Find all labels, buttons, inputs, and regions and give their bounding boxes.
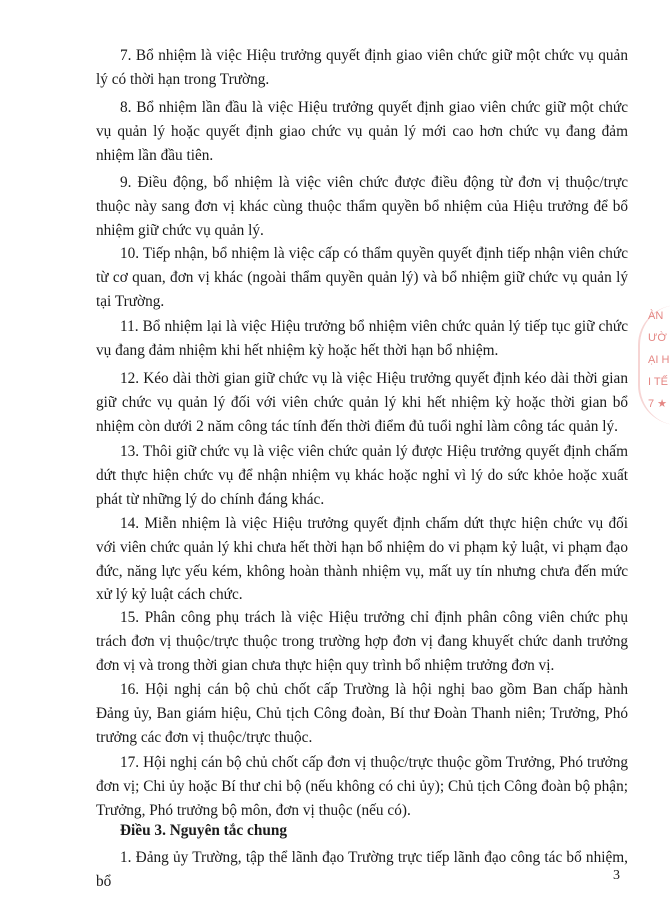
stamp-text: ÀN [648, 310, 664, 322]
paragraph-9: 9. Điều động, bổ nhiệm là việc viên chức được điều động từ đơn vị thuộc/trực thuộc này sang đơn vị khác cùng thuộc thẩm quyền bổ nhiệm của Hiệu trưởng để bổ nhiệm giữ chức vụ quản lý. [96, 174, 628, 239]
paragraph-article3-1: 1. Đảng ủy Trường, tập thể lãnh đạo Trường trực tiếp lãnh đạo công tác bổ nhiệm, bổ [96, 849, 628, 890]
paragraph-8: 8. Bổ nhiệm lần đầu là việc Hiệu trưởng quyết định giao viên chức giữ một chức vụ quản lý hoặc quyết định giao chức vụ quản lý mới cao hơn chức vụ đang đảm nhiệm lần đầu tiên. [96, 99, 628, 164]
paragraph-15: 15. Phân công phụ trách là việc Hiệu trưởng chỉ định phân công viên chức phụ trách đơn vị thuộc/trực thuộc trong trường hợp đơn vị đang khuyết chức danh trưởng đơn vị và trong thời gian chưa thực hiện quy trình bổ nhiệm trưởng đơn vị. [96, 609, 628, 674]
stamp-text: ƯỜ [648, 332, 667, 344]
section-heading: Điều 3. Nguyên tắc chung [120, 822, 288, 839]
stamp-text: I TẾ [648, 376, 668, 388]
stamp-text: ẠI H [648, 354, 670, 366]
paragraph-13: 13. Thôi giữ chức vụ là việc viên chức quản lý được Hiệu trưởng quyết định chấm dứt thực hiện chức vụ để nhận nhiệm vụ khác hoặc nghỉ vì lý do sức khỏe hoặc xuất phát từ những lý do chính đáng khác. [96, 443, 628, 508]
paragraph-14: 14. Miễn nhiệm là việc Hiệu trưởng quyết định chấm dứt thực hiện chức vụ đối với viên chức quản lý khi chưa hết thời hạn bổ nhiệm do vi phạm kỷ luật, vi phạm đạo đức, năng lực yếu kém, không hoàn thành nhiệm vụ, mất uy tín nhưng chưa đến mức xử lý kỷ luật cách chức. [96, 515, 628, 604]
paragraph-16: 16. Hội nghị cán bộ chủ chốt cấp Trường là hội nghị bao gồm Ban chấp hành Đảng ủy, Ban giám hiệu, Chủ tịch Công đoàn, Bí thư Đoàn Thanh niên; Trưởng, Phó trưởng các đơn vị thuộc/trực thuộc. [96, 681, 628, 746]
stamp-text: 7 ★ [648, 398, 668, 410]
paragraph-17: 17. Hội nghị cán bộ chủ chốt cấp đơn vị thuộc/trực thuộc gồm Trưởng, Phó trưởng đơn vị; Chi ủy hoặc Bí thư chi bộ (nếu không có chi ủy); Chủ tịch Công đoàn bộ phận; Trưởng, Phó trưởng bộ môn, đơn vị thuộc (nếu có). [96, 754, 628, 819]
page-number: 3 [613, 868, 620, 883]
paragraph-11: 11. Bổ nhiệm lại là việc Hiệu trưởng bổ nhiệm viên chức quản lý tiếp tục giữ chức vụ đang đảm nhiệm khi hết nhiệm kỳ hoặc hết thời hạn bổ nhiệm. [96, 318, 628, 359]
red-seal-stamp [638, 305, 670, 425]
paragraph-12: 12. Kéo dài thời gian giữ chức vụ là việc Hiệu trưởng quyết định kéo dài thời gian giữ chức vụ quản lý đối với viên chức quản lý khi hết nhiệm kỳ hoặc thời gian bổ nhiệm còn dưới 2 năm công tác tính đến thời điểm đủ tuổi nghỉ làm công tác quản lý. [96, 370, 628, 435]
paragraph-7: 7. Bổ nhiệm là việc Hiệu trưởng quyết định giao viên chức giữ một chức vụ quản lý có thời hạn trong Trường. [96, 47, 628, 88]
paragraph-10: 10. Tiếp nhận, bổ nhiệm là việc cấp có thẩm quyền quyết định tiếp nhận viên chức từ cơ quan, đơn vị khác (ngoài thẩm quyền quản lý) và bổ nhiệm giữ chức vụ quản lý tại Trường. [96, 245, 628, 310]
